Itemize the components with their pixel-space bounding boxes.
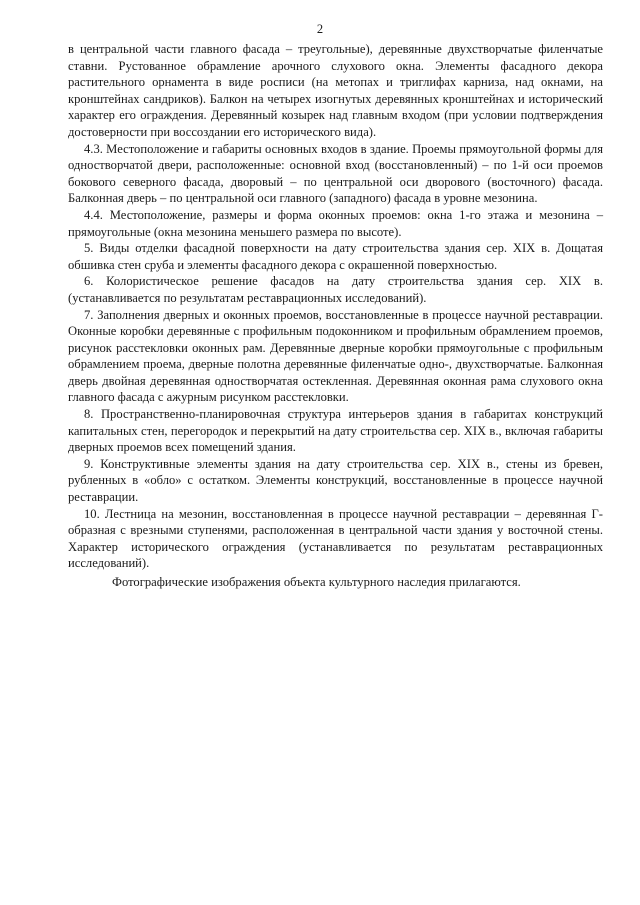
paragraph-continuation-balcony: в центральной части главного фасада – треугольные), деревянные двухстворчатые филенчатые ставни. Рустованное обрамление арочного слухового окна. Элементы фасадного декора растительного орнамента в виде росписи (на метопах и триглифах карниза, над окнами, на кронштейнах сандриков). Балкон на четырех изогнутых деревянных кронштейнах и исторический характер его ограждения. Деревянный козырек над главным входом (при условии подтверждения достоверности при воссоздании его исторического вида). — [68, 42, 603, 139]
paragraph-6-colour-scheme: 6. Колористическое решение фасадов на дату строительства здания сер. XIX в. (устанавливается по результатам реставрационных исследований). — [68, 274, 603, 305]
page-number: 2 — [316, 22, 324, 36]
paragraph-4-3-entrances: 4.3. Местоположение и габариты основных входов в здание. Проемы прямоугольной формы для одностворчатой двери, расположенные: основной вход (восстановленный) – по 1-й оси проемов бокового северного фасада, дворовый – по центральной оси дворового (восточного) фасада. Балконная дверь – по центральной оси главного (западного) фасада в уровне мезонина. — [68, 141, 603, 206]
paragraph-7-door-window-fillings: 7. Заполнения дверных и оконных проемов, восстановленные в процессе научной реставрации. Оконные коробки деревянные с профильным подоконником и профильным обрамлением проемов, рисунок расстекловки оконных рам. Деревянные дверные коробки прямоугольные с профильным обрамлением проема, дверные полотна деревянные филенчатые одно-, двухстворчатые. Балконная дверь двойная деревянная одностворчатая остекленная. Деревянная оконная рама слухового окна главного фасада с ажурным рисунком расстекловки. — [68, 307, 603, 405]
paragraph-9-structural-elements: 9. Конструктивные элементы здания на дату строительства сер. XIX в., стены из бревен, рубленных в «обло» с остатком. Элементы конструкций, восстановленные в процессе научной реставрации. — [68, 456, 603, 505]
paragraph-10-staircase: 10. Лестница на мезонин, восстановленная в процессе научной реставрации – деревянная Г-образная с врезными ступенями, расположенная в центральной части здания у восточной стены. Характер исторического ограждения (устанавливается по результатам реставрационных исследований). — [68, 506, 603, 571]
paragraph-8-interior-structure: 8. Пространственно-планировочная структура интерьеров здания в габаритах конструкций капитальных стен, перегородок и перекрытий на дату строительства сер. XIX в., включая габариты дверных проемов всех помещений здания. — [68, 407, 603, 455]
closing-photographs-note: Фотографические изображения объекта культурного наследия прилагаются. — [112, 575, 521, 589]
paragraph-5-facade-finish: 5. Виды отделки фасадной поверхности на дату строительства здания сер. XIX в. Дощатая обшивка стен сруба и элементы фасадного декора с окрашенной поверхностью. — [68, 241, 603, 272]
document-body — [68, 41, 603, 591]
paragraph-4-4-windows: 4.4. Местоположение, размеры и форма оконных проемов: окна 1-го этажа и мезонина – прямоугольные (окна мезонина меньшего размера по высоте). — [68, 207, 603, 239]
